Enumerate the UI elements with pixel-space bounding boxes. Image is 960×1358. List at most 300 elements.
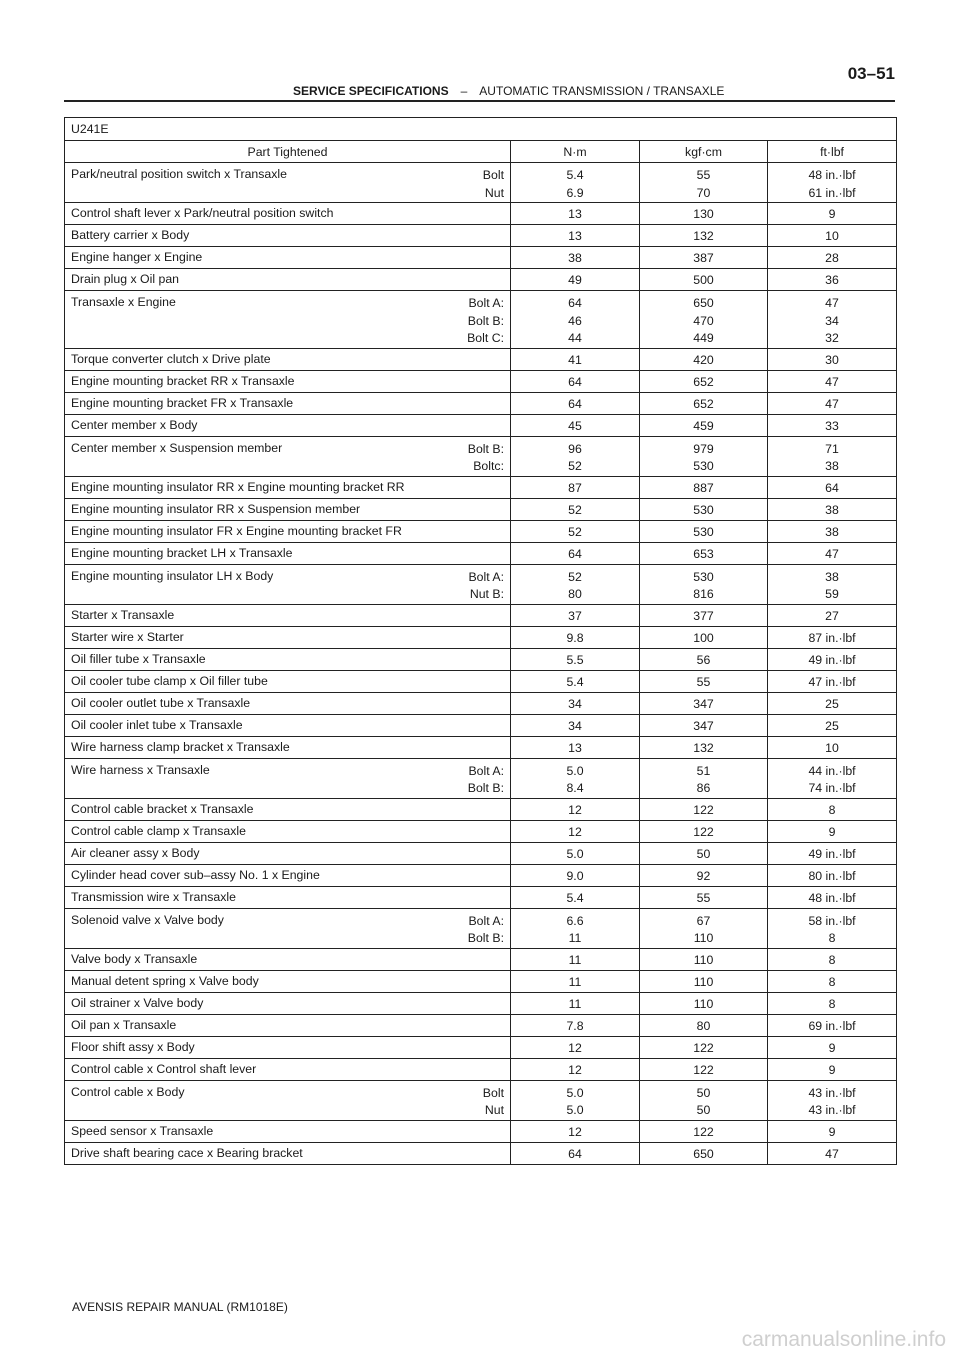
nm-value-cell xyxy=(511,604,640,626)
nm-value-cell xyxy=(511,247,640,269)
kgfcm-value: 86 xyxy=(696,781,711,795)
kgfcm-value-cell xyxy=(640,820,768,842)
part-name: Control shaft lever x Park/neutral position switch xyxy=(71,206,334,220)
kgfcm-value-cell xyxy=(640,163,768,203)
part-cell xyxy=(65,498,511,520)
part-name: Manual detent spring x Valve body xyxy=(71,973,259,988)
fastener-list xyxy=(468,763,504,798)
nm-value-cell xyxy=(511,798,640,820)
part-cell xyxy=(65,670,511,692)
ftlbf-value: 10 xyxy=(825,229,839,243)
kgfcm-value: 979 xyxy=(693,441,714,456)
kgfcm-value-cell xyxy=(640,498,768,520)
fastener-list xyxy=(468,441,504,476)
nm-value: 7.8 xyxy=(566,1018,584,1033)
part-name: Valve body x Transaxle xyxy=(71,951,198,966)
kgfcm-value: 130 xyxy=(693,207,714,221)
kgfcm-value-cell xyxy=(640,291,768,349)
part-cell xyxy=(65,736,511,758)
table-row xyxy=(65,476,897,498)
kgfcm-value: 55 xyxy=(696,674,711,689)
ftlbf-value: 9 xyxy=(828,1040,836,1055)
part-name: Transmission wire x Transaxle xyxy=(71,889,236,904)
fastener-label: Bolt A: xyxy=(468,913,504,928)
fastener-list xyxy=(468,569,504,604)
header-dash: – xyxy=(460,84,468,98)
nm-value: 5.4 xyxy=(566,890,584,905)
kgfcm-value: 650 xyxy=(693,296,714,310)
ftlbf-value: 32 xyxy=(825,331,839,345)
kgfcm-value-cell xyxy=(640,520,768,542)
table-row xyxy=(65,498,897,520)
table-row xyxy=(65,1120,897,1142)
kgfcm-value-cell xyxy=(640,714,768,736)
ftlbf-value: 8 xyxy=(828,952,836,967)
table-row xyxy=(65,163,897,203)
kgfcm-value-cell xyxy=(640,370,768,392)
ftlbf-value-cell xyxy=(768,414,897,436)
column-header-ftlbf: ft·lbf xyxy=(768,141,897,163)
nm-value-cell xyxy=(511,291,640,349)
fastener-label: Bolt B: xyxy=(467,781,504,795)
kgfcm-value-cell xyxy=(640,1036,768,1058)
part-cell xyxy=(65,1036,511,1058)
table-row xyxy=(65,203,897,225)
nm-value: 52 xyxy=(568,459,582,473)
nm-value-cell xyxy=(511,758,640,798)
fastener-label: Nut xyxy=(484,1103,504,1117)
nm-value-cell xyxy=(511,970,640,992)
part-name: Drive shaft bearing cace x Bearing bracket xyxy=(71,1145,303,1160)
subsection-title: AUTOMATIC TRANSMISSION / TRANSAXLE xyxy=(479,84,725,98)
part-cell xyxy=(65,225,511,247)
nm-value: 12 xyxy=(568,824,582,839)
ftlbf-value-cell xyxy=(768,842,897,864)
ftlbf-value: 48 in.·lbf xyxy=(808,890,856,905)
part-cell xyxy=(65,970,511,992)
ftlbf-value-cell xyxy=(768,436,897,476)
page-number: 03–51 xyxy=(847,64,895,83)
table-row xyxy=(65,798,897,820)
part-cell xyxy=(65,1014,511,1036)
ftlbf-value-cell xyxy=(768,714,897,736)
nm-value-cell xyxy=(511,414,640,436)
nm-value: 5.0 xyxy=(566,763,584,778)
kgfcm-value: 530 xyxy=(693,524,714,539)
part-cell xyxy=(65,414,511,436)
nm-value-cell xyxy=(511,692,640,714)
nm-value-cell xyxy=(511,626,640,648)
kgfcm-value: 420 xyxy=(693,352,714,367)
nm-value: 12 xyxy=(568,1062,582,1077)
kgfcm-value: 530 xyxy=(693,502,714,517)
kgfcm-value: 50 xyxy=(696,1103,711,1117)
nm-value-cell xyxy=(511,714,640,736)
nm-value-cell xyxy=(511,348,640,370)
column-header-nm: N·m xyxy=(511,141,640,163)
ftlbf-value: 44 in.·lbf xyxy=(808,763,856,778)
nm-value-cell xyxy=(511,670,640,692)
nm-value: 13 xyxy=(568,229,582,243)
nm-value: 37 xyxy=(568,608,582,623)
ftlbf-value: 38 xyxy=(825,569,839,584)
fastener-label: Bolt xyxy=(482,1085,504,1100)
kgfcm-value: 387 xyxy=(693,251,714,265)
nm-value: 13 xyxy=(568,740,582,755)
table-row xyxy=(65,1080,897,1120)
kgfcm-value-cell xyxy=(640,886,768,908)
ftlbf-value-cell xyxy=(768,269,897,291)
nm-value-cell xyxy=(511,370,640,392)
kgfcm-value: 530 xyxy=(693,459,714,473)
part-name: Starter wire x Starter xyxy=(71,629,184,644)
kgfcm-value-cell xyxy=(640,648,768,670)
ftlbf-value: 25 xyxy=(825,696,839,711)
part-cell xyxy=(65,992,511,1014)
ftlbf-value-cell xyxy=(768,798,897,820)
part-cell xyxy=(65,692,511,714)
ftlbf-value-cell xyxy=(768,225,897,247)
nm-value-cell xyxy=(511,1014,640,1036)
ftlbf-value: 43 in.·lbf xyxy=(808,1103,856,1117)
kgfcm-value: 470 xyxy=(693,313,714,328)
nm-value: 12 xyxy=(568,1040,582,1055)
table-row xyxy=(65,820,897,842)
ftlbf-value-cell xyxy=(768,1014,897,1036)
kgfcm-value: 55 xyxy=(696,890,711,905)
ftlbf-value-cell xyxy=(768,648,897,670)
footer-manual-title: AVENSIS REPAIR MANUAL (RM1018E) xyxy=(72,1300,288,1314)
part-cell xyxy=(65,886,511,908)
nm-value: 6.6 xyxy=(566,913,584,928)
kgfcm-value: 887 xyxy=(693,480,714,495)
nm-value: 13 xyxy=(568,207,582,221)
ftlbf-value-cell xyxy=(768,626,897,648)
column-header-part: Part Tightened xyxy=(65,141,511,163)
fastener-list xyxy=(483,1085,504,1120)
ftlbf-value: 34 xyxy=(825,313,839,328)
table-row xyxy=(65,758,897,798)
column-header-kgfcm: kgf·cm xyxy=(640,141,768,163)
table-row xyxy=(65,542,897,564)
ftlbf-value-cell xyxy=(768,820,897,842)
kgfcm-value: 530 xyxy=(693,569,714,584)
kgfcm-value-cell xyxy=(640,692,768,714)
kgfcm-value-cell xyxy=(640,1120,768,1142)
part-name: Engine mounting bracket LH x Transaxle xyxy=(71,545,293,560)
table-row xyxy=(65,247,897,269)
part-cell xyxy=(65,520,511,542)
kgfcm-value: 377 xyxy=(693,608,714,623)
kgfcm-value-cell xyxy=(640,842,768,864)
nm-value-cell xyxy=(511,736,640,758)
fastener-label: Bolt B: xyxy=(467,441,504,456)
nm-value: 12 xyxy=(568,802,582,817)
ftlbf-value: 38 xyxy=(825,524,839,539)
kgfcm-value: 56 xyxy=(696,652,711,667)
part-cell xyxy=(65,564,511,604)
kgfcm-value-cell xyxy=(640,604,768,626)
ftlbf-value-cell xyxy=(768,604,897,626)
table-row xyxy=(65,908,897,948)
part-name: Control cable bracket x Transaxle xyxy=(71,801,254,816)
kgfcm-value-cell xyxy=(640,1014,768,1036)
kgfcm-value: 500 xyxy=(693,273,714,287)
nm-value: 5.0 xyxy=(566,1103,584,1117)
part-name: Drain plug x Oil pan xyxy=(71,272,179,286)
nm-value: 5.0 xyxy=(566,846,584,861)
nm-value: 64 xyxy=(568,1146,582,1161)
torque-spec-table xyxy=(64,117,897,1165)
part-name: Center member x Body xyxy=(71,417,198,432)
ftlbf-value: 80 in.·lbf xyxy=(808,868,856,883)
kgfcm-value: 100 xyxy=(693,630,714,645)
nm-value-cell xyxy=(511,1058,640,1080)
nm-value: 52 xyxy=(568,524,582,539)
part-cell xyxy=(65,370,511,392)
ftlbf-value-cell xyxy=(768,392,897,414)
nm-value-cell xyxy=(511,842,640,864)
table-row xyxy=(65,436,897,476)
ftlbf-value: 49 in.·lbf xyxy=(808,846,856,861)
nm-value-cell xyxy=(511,886,640,908)
nm-value-cell xyxy=(511,1036,640,1058)
kgfcm-value: 55 xyxy=(696,168,711,182)
part-cell xyxy=(65,163,511,203)
fastener-label: Nut xyxy=(484,185,504,200)
kgfcm-value: 650 xyxy=(693,1146,714,1161)
part-name: Engine mounting insulator RR x Suspension member xyxy=(71,501,361,516)
ftlbf-value-cell xyxy=(768,758,897,798)
ftlbf-value-cell xyxy=(768,1058,897,1080)
nm-value: 11 xyxy=(568,996,582,1011)
ftlbf-value: 10 xyxy=(825,740,839,755)
part-name: Oil cooler tube clamp x Oil filler tube xyxy=(71,673,268,688)
ftlbf-value-cell xyxy=(768,542,897,564)
ftlbf-value-cell xyxy=(768,476,897,498)
nm-value: 49 xyxy=(568,273,582,287)
table-row xyxy=(65,1058,897,1080)
page-header xyxy=(64,62,895,102)
nm-value: 64 xyxy=(568,374,582,389)
nm-value-cell xyxy=(511,1120,640,1142)
part-name: Floor shift assy x Body xyxy=(71,1039,195,1054)
part-name: Starter x Transaxle xyxy=(71,607,175,622)
kgfcm-value-cell xyxy=(640,908,768,948)
ftlbf-value: 47 xyxy=(825,546,839,561)
part-name: Control cable clamp x Transaxle xyxy=(71,823,246,838)
nm-value-cell xyxy=(511,476,640,498)
kgfcm-value-cell xyxy=(640,348,768,370)
ftlbf-value-cell xyxy=(768,886,897,908)
nm-value-cell xyxy=(511,1142,640,1164)
nm-value-cell xyxy=(511,269,640,291)
table-row xyxy=(65,225,897,247)
part-cell xyxy=(65,604,511,626)
nm-value: 12 xyxy=(568,1124,582,1139)
part-name: Center member x Suspension member xyxy=(71,440,283,455)
part-cell xyxy=(65,436,511,476)
part-cell xyxy=(65,758,511,798)
kgfcm-value-cell xyxy=(640,948,768,970)
nm-value-cell xyxy=(511,542,640,564)
kgfcm-value: 51 xyxy=(696,763,711,778)
part-name: Engine hanger x Engine xyxy=(71,250,203,264)
part-name: Transaxle x Engine xyxy=(71,295,176,309)
fastener-list xyxy=(467,295,504,348)
part-name: Air cleaner assy x Body xyxy=(71,845,200,860)
ftlbf-value-cell xyxy=(768,498,897,520)
ftlbf-value-cell xyxy=(768,908,897,948)
nm-value-cell xyxy=(511,948,640,970)
table-row xyxy=(65,348,897,370)
part-cell xyxy=(65,948,511,970)
kgfcm-value-cell xyxy=(640,864,768,886)
nm-value: 5.5 xyxy=(566,652,584,667)
nm-value-cell xyxy=(511,520,640,542)
part-cell xyxy=(65,247,511,269)
part-cell xyxy=(65,798,511,820)
part-name: Oil filler tube x Transaxle xyxy=(71,651,206,666)
part-name: Engine mounting insulator LH x Body xyxy=(71,568,274,583)
ftlbf-value: 9 xyxy=(828,824,836,839)
kgfcm-value: 110 xyxy=(693,974,714,989)
table-row xyxy=(65,670,897,692)
part-name: Engine mounting insulator FR x Engine mounting bracket FR xyxy=(71,523,402,538)
ftlbf-value-cell xyxy=(768,1080,897,1120)
table-row xyxy=(65,736,897,758)
kgfcm-value-cell xyxy=(640,626,768,648)
ftlbf-value: 61 in.·lbf xyxy=(808,185,856,200)
table-row xyxy=(65,414,897,436)
ftlbf-value: 9 xyxy=(828,1062,836,1077)
kgfcm-value-cell xyxy=(640,247,768,269)
nm-value-cell xyxy=(511,203,640,225)
section-title: SERVICE SPECIFICATIONS xyxy=(293,84,449,98)
part-name: Control cable x Control shaft lever xyxy=(71,1061,257,1076)
part-cell xyxy=(65,291,511,349)
watermark: carmanualsonline.info xyxy=(741,1328,946,1351)
ftlbf-value: 87 in.·lbf xyxy=(808,630,856,645)
nm-value: 80 xyxy=(568,587,582,601)
table-row xyxy=(65,1142,897,1164)
kgfcm-value: 67 xyxy=(696,913,711,928)
kgfcm-value: 653 xyxy=(693,546,714,561)
part-name: Oil pan x Transaxle xyxy=(71,1017,177,1032)
kgfcm-value: 347 xyxy=(693,718,714,733)
table-row xyxy=(65,604,897,626)
kgfcm-value-cell xyxy=(640,1058,768,1080)
fastener-list xyxy=(468,913,504,948)
ftlbf-value: 47 xyxy=(825,396,839,411)
nm-value: 64 xyxy=(568,546,582,561)
table-row xyxy=(65,692,897,714)
nm-value-cell xyxy=(511,392,640,414)
part-name: Solenoid valve x Valve body xyxy=(71,912,224,927)
kgfcm-value-cell xyxy=(640,736,768,758)
nm-value-cell xyxy=(511,992,640,1014)
nm-value: 52 xyxy=(568,502,582,517)
ftlbf-value-cell xyxy=(768,348,897,370)
ftlbf-value: 58 in.·lbf xyxy=(808,913,856,928)
fastener-label: Bolt B: xyxy=(467,313,504,328)
nm-value: 6.9 xyxy=(566,185,584,200)
kgfcm-value: 122 xyxy=(693,1124,714,1139)
part-name: Oil cooler outlet tube x Transaxle xyxy=(71,695,251,710)
kgfcm-value-cell xyxy=(640,758,768,798)
ftlbf-value-cell xyxy=(768,692,897,714)
part-cell xyxy=(65,864,511,886)
ftlbf-value-cell xyxy=(768,948,897,970)
table-row xyxy=(65,842,897,864)
kgfcm-value-cell xyxy=(640,798,768,820)
nm-value: 64 xyxy=(568,296,582,310)
part-cell xyxy=(65,626,511,648)
kgfcm-value-cell xyxy=(640,225,768,247)
kgfcm-value-cell xyxy=(640,476,768,498)
nm-value: 52 xyxy=(568,569,582,584)
part-name: Torque converter clutch x Drive plate xyxy=(71,351,271,366)
table-row xyxy=(65,392,897,414)
table-row xyxy=(65,992,897,1014)
nm-value: 11 xyxy=(568,974,582,989)
ftlbf-value-cell xyxy=(768,520,897,542)
nm-value: 96 xyxy=(568,441,582,456)
fastener-label: Nut B: xyxy=(469,587,504,601)
ftlbf-value-cell xyxy=(768,163,897,203)
kgfcm-value: 132 xyxy=(693,740,714,755)
part-name: Speed sensor x Transaxle xyxy=(71,1123,214,1138)
nm-value: 11 xyxy=(568,931,582,945)
nm-value: 5.0 xyxy=(566,1085,584,1100)
ftlbf-value-cell xyxy=(768,291,897,349)
ftlbf-value: 8 xyxy=(828,996,836,1011)
kgfcm-value-cell xyxy=(640,1142,768,1164)
nm-value: 45 xyxy=(568,418,582,433)
table-row xyxy=(65,1036,897,1058)
part-cell xyxy=(65,203,511,225)
kgfcm-value: 449 xyxy=(693,331,714,345)
part-cell xyxy=(65,542,511,564)
table-row xyxy=(65,648,897,670)
ftlbf-value: 8 xyxy=(828,802,836,817)
kgfcm-value-cell xyxy=(640,1080,768,1120)
ftlbf-value: 27 xyxy=(825,608,839,623)
part-cell xyxy=(65,348,511,370)
fastener-label: Bolt A: xyxy=(468,296,504,310)
nm-value: 38 xyxy=(568,251,582,265)
table-row xyxy=(65,564,897,604)
part-name: Cylinder head cover sub–assy No. 1 x Engine xyxy=(71,867,320,882)
ftlbf-value-cell xyxy=(768,736,897,758)
part-cell xyxy=(65,908,511,948)
part-cell xyxy=(65,714,511,736)
part-name: Wire harness clamp bracket x Transaxle xyxy=(71,739,290,754)
fastener-label: Bolt B: xyxy=(467,931,504,945)
nm-value-cell xyxy=(511,648,640,670)
part-cell xyxy=(65,1080,511,1120)
nm-value-cell xyxy=(511,564,640,604)
ftlbf-value: 33 xyxy=(825,418,839,433)
nm-value: 9.8 xyxy=(566,630,584,645)
kgfcm-value: 110 xyxy=(693,931,714,945)
fastener-list xyxy=(483,167,504,202)
table-row xyxy=(65,269,897,291)
kgfcm-value: 652 xyxy=(693,374,714,389)
header-rule xyxy=(64,100,895,102)
table-row xyxy=(65,970,897,992)
ftlbf-value-cell xyxy=(768,992,897,1014)
